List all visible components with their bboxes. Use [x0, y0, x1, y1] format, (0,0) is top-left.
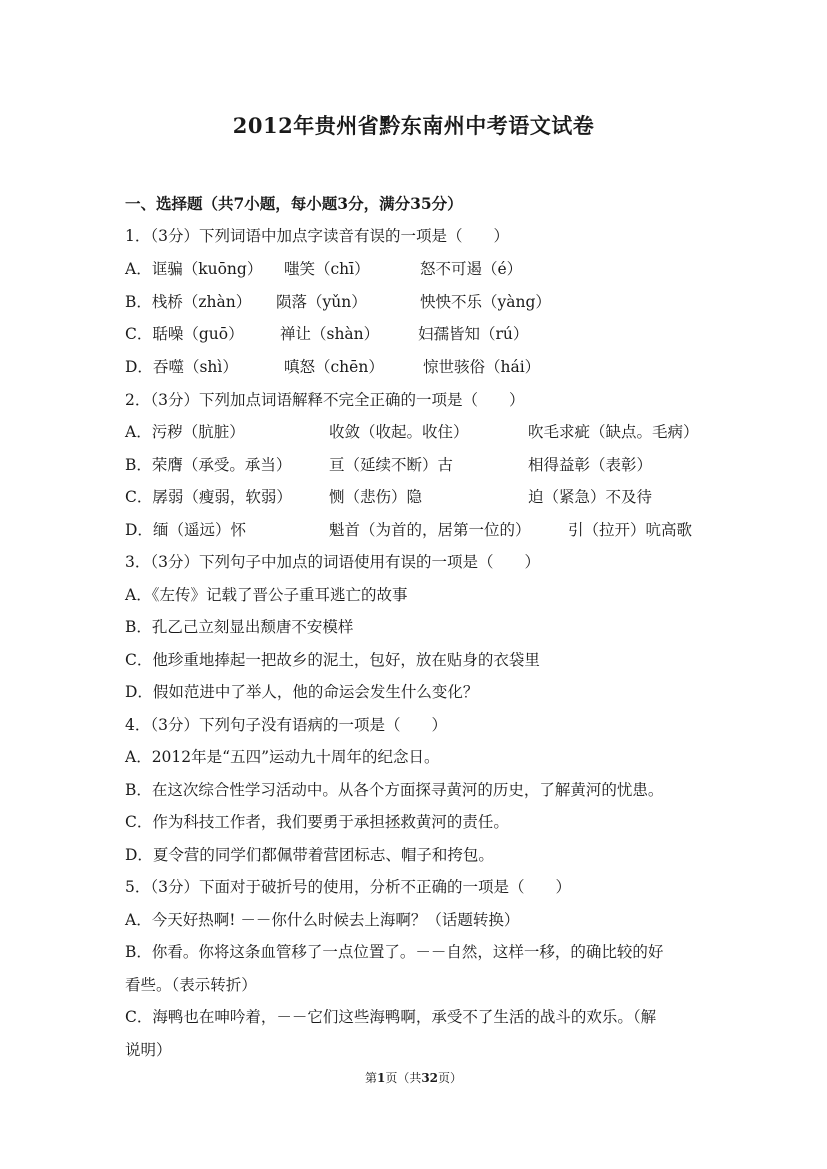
- question-3-stem: 3．（3分）下列句子中加点的词语使用有误的一项是（ ）: [125, 553, 540, 571]
- footer-suffix: 页）: [438, 1071, 463, 1085]
- q3-option-c: C．他珍重地捧起一把故乡的泥土，包好，放在贴身的衣袋里: [125, 651, 540, 669]
- page-title: 2012年贵州省黔东南州中考语文试卷: [232, 113, 595, 138]
- option-word-3: 吹毛求疵（缺点。毛病）: [528, 423, 699, 441]
- footer-prefix: 第: [364, 1071, 377, 1085]
- q5-option-c: C．海鸭也在呻吟着，－－它们这些海鸭啊，承受不了生活的战斗的欢乐。（解: [125, 1008, 657, 1026]
- option-word-1: 荣膺（承受。承当）: [151, 456, 292, 474]
- option-label: A．: [125, 260, 152, 278]
- option-word-2: 魁首（为首的，居第一位的）: [329, 521, 531, 539]
- q5-option-b-cont: 看些。（表示转折）: [125, 976, 257, 994]
- q1-option-b: [125, 291, 725, 313]
- q5-option-b: B．你看。你将这条血管移了一点位置了。－－自然，这样一移，的确比较的好: [125, 943, 664, 961]
- option-word-1: 诓骗（kuōng）: [151, 260, 263, 278]
- q4-option-d: D．夏令营的同学们都佩带着营团标志、帽子和挎包。: [125, 846, 494, 864]
- option-word-1: 聒噪（guō）: [152, 325, 244, 343]
- q2-option-c: [125, 486, 725, 508]
- q3-option-d: D．假如范进中了举人，他的命运会发生什么变化？: [125, 683, 479, 701]
- q1-option-d: [125, 356, 725, 378]
- option-word-1: 污秽（肮脏）: [151, 423, 245, 441]
- option-word-3: 怏怏不乐（yàng）: [420, 293, 551, 311]
- option-word-1: 缅（遥远）怀: [152, 521, 246, 539]
- question-2-stem: 2．（3分）下列加点词语解释不完全正确的一项是（ ）: [125, 391, 525, 409]
- option-label: A．: [125, 423, 152, 441]
- q2-option-d: [125, 519, 725, 541]
- option-word-2: 收敛（收起。收住）: [329, 423, 469, 441]
- option-word-2: 嗤笑（chī）: [284, 260, 370, 278]
- footer-mid: 页（共: [385, 1071, 422, 1085]
- option-label: D．: [125, 521, 153, 539]
- option-word-3: 怒不可遏（é）: [420, 260, 523, 278]
- option-word-2: 嗔怒（chēn）: [284, 358, 384, 376]
- option-word-1: 孱弱（瘦弱，软弱）: [152, 488, 292, 506]
- option-label: B．: [125, 293, 152, 311]
- q2-option-b: [125, 454, 725, 476]
- option-word-1: 栈桥（zhàn）: [151, 293, 252, 311]
- option-word-2: 亘（延续不断）古: [329, 456, 454, 474]
- q4-option-b: B．在这次综合性学习活动中。从各个方面探寻黄河的历史，了解黄河的忧患。: [125, 781, 664, 799]
- option-word-1: 吞噬（shì）: [152, 358, 238, 376]
- option-word-2: 恻（悲伤）隐: [329, 488, 423, 506]
- q4-option-a: A．2012年是“五四”运动九十周年的纪念日。: [125, 748, 440, 766]
- option-word-3: 引（拉开）吭高歌: [568, 521, 693, 539]
- option-label: C．: [125, 325, 153, 343]
- option-label: C．: [125, 488, 153, 506]
- q5-option-c-cont: 说明）: [125, 1041, 172, 1059]
- footer-total-pages: 32: [421, 1071, 439, 1085]
- q5-option-a: A．今天好热啊! －－你什么时候去上海啊？（话题转换）: [125, 911, 520, 929]
- option-word-3: 迫（紧急）不及待: [528, 488, 653, 506]
- footer-page-number: 1: [376, 1071, 386, 1085]
- page-footer: [0, 1069, 827, 1086]
- option-word-2: 禅让（shàn）: [280, 325, 380, 343]
- option-word-3: 妇孺皆知（rú）: [418, 325, 529, 343]
- question-1-stem: 1．（3分）下列词语中加点字读音有误的一项是（ ）: [125, 227, 509, 245]
- q3-option-a: A．《左传》记载了晋公子重耳逃亡的故事: [125, 586, 408, 604]
- option-label: D．: [125, 358, 153, 376]
- option-word-3: 相得益彰（表彰）: [528, 456, 653, 474]
- question-4-stem: 4．（3分）下列句子没有语病的一项是（ ）: [125, 716, 447, 734]
- option-label: B．: [125, 456, 152, 474]
- section-heading: 一、选择题（共7小题，每小题3分，满分35分）: [125, 194, 463, 213]
- q3-option-b: B．孔乙己立刻显出颓唐不安模样: [125, 618, 354, 636]
- option-word-2: 陨落（yǔn）: [276, 293, 367, 311]
- q2-option-a: [125, 421, 725, 443]
- option-word-3: 惊世骇俗（hái）: [423, 358, 541, 376]
- q4-option-c: C．作为科技工作者，我们要勇于承担拯救黄河的责任。: [125, 813, 509, 831]
- question-5-stem: 5．（3分）下面对于破折号的使用，分析不正确的一项是（ ）: [125, 878, 571, 896]
- q1-option-c: [125, 323, 725, 345]
- q1-option-a: [125, 258, 725, 280]
